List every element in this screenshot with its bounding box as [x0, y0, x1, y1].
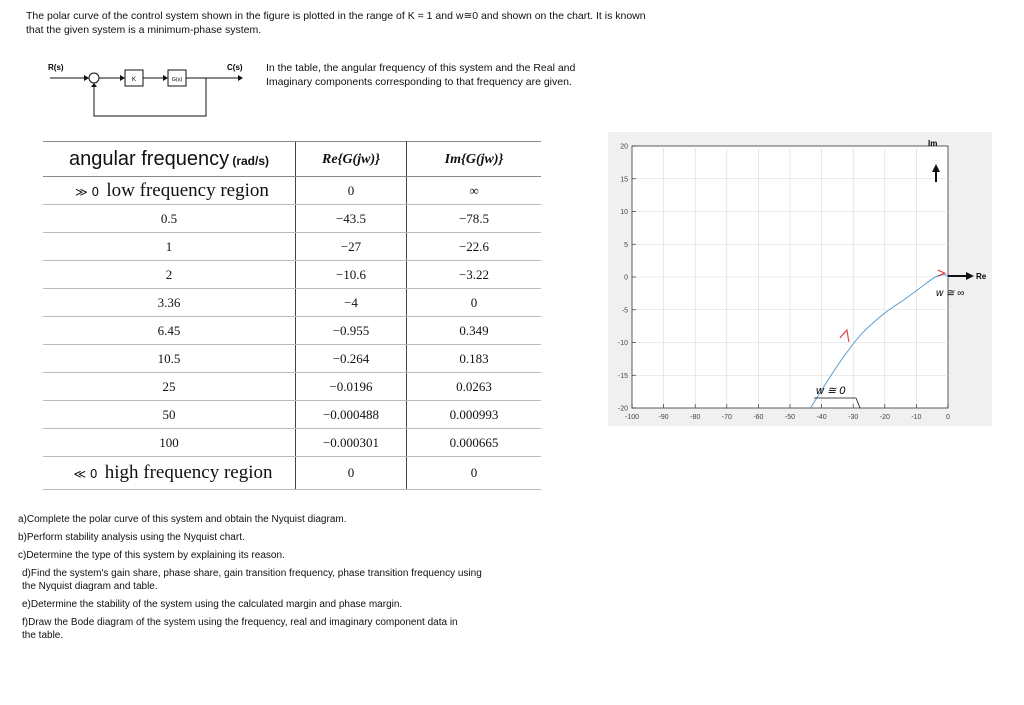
- row-imag: 0.0263: [407, 373, 542, 401]
- header-frequency-unit: (rad/s): [232, 153, 270, 168]
- summing-junction: [89, 73, 99, 83]
- y-tick-label: 15: [620, 176, 628, 184]
- row-real: −0.264: [296, 345, 407, 373]
- header-frequency-text: angular frequency: [68, 147, 230, 170]
- header-real-text: Re{G(jw)}: [322, 151, 380, 167]
- row-imag: 0.183: [407, 345, 542, 373]
- low-frequency-annotation: w ≅ 0: [816, 385, 846, 397]
- x-tick-label: -80: [690, 414, 701, 421]
- table-row: [43, 373, 541, 401]
- row-frequency: 0.5: [43, 205, 296, 233]
- table-row-low-frequency: [43, 177, 541, 205]
- block-diagram: [40, 58, 260, 130]
- y-tick-label: -10: [617, 340, 628, 347]
- row-real: −0.000488: [296, 401, 407, 429]
- row-imag: −22.6: [407, 233, 542, 261]
- table-header-row: [43, 142, 541, 177]
- table-desc-line-1: In the table, the angular frequency of this system and the Real and: [266, 62, 576, 74]
- question-f-continued: the table.: [22, 630, 64, 641]
- high-frequency-label: high frequency region: [104, 462, 273, 483]
- row-imag: 0: [407, 289, 542, 317]
- high-frequency-imag: 0: [407, 457, 542, 490]
- high-frequency-annotation: w ≅ ∞: [936, 288, 965, 299]
- question-b: b)Perform stability analysis using the Nyquist chart.: [18, 532, 245, 543]
- output-label: C(s): [227, 63, 243, 72]
- question-d: d)Find the system's gain share, phase share, gain transition frequency, phase transition frequency using: [22, 568, 482, 579]
- row-real: −4: [296, 289, 407, 317]
- high-frequency-symbol: ≪ 0: [73, 467, 98, 481]
- table-row: [43, 429, 541, 457]
- high-frequency-cell: [43, 457, 296, 490]
- high-frequency-real: 0: [296, 457, 407, 490]
- frequency-response-table: [43, 141, 541, 490]
- gain-label: K: [131, 77, 137, 83]
- x-tick-label: 0: [946, 414, 950, 421]
- table-row: [43, 345, 541, 373]
- feedback-path: [94, 78, 206, 116]
- table-row: [43, 261, 541, 289]
- low-frequency-real: 0: [296, 177, 407, 205]
- question-e: e)Determine the stability of the system using the calculated margin and phase margin.: [22, 599, 403, 610]
- row-real: −0.955: [296, 317, 407, 345]
- table-row: [43, 317, 541, 345]
- row-frequency: 100: [43, 429, 296, 457]
- header-frequency: [43, 142, 296, 177]
- x-tick-label: -90: [658, 414, 669, 421]
- row-frequency: 10.5: [43, 345, 296, 373]
- low-frequency-label: low frequency region: [106, 179, 269, 201]
- table-row: [43, 289, 541, 317]
- table-row-high-frequency: [43, 457, 541, 490]
- row-imag: 0.000665: [407, 429, 542, 457]
- im-axis-label: Im: [928, 139, 938, 148]
- y-tick-label: 20: [620, 143, 628, 151]
- y-tick-label: -5: [621, 307, 628, 315]
- row-imag: 0.000993: [407, 401, 542, 429]
- x-tick-label: -70: [721, 414, 732, 421]
- intro-line-1: The polar curve of the control system shown in the figure is plotted in the range of K = 1 and w≅0 and shown on the chart. It is known: [26, 10, 646, 22]
- x-tick-label: -60: [753, 414, 764, 421]
- table-row: [43, 205, 541, 233]
- intro-line-2: that the given system is a minimum-phase system.: [26, 24, 262, 36]
- question-c: c)Determine the type of this system by explaining its reason.: [18, 550, 285, 561]
- row-real: −27: [296, 233, 407, 261]
- y-tick-label: -20: [617, 405, 628, 413]
- low-frequency-cell: [43, 177, 296, 205]
- y-tick-label: -15: [617, 372, 628, 380]
- table-row: [43, 401, 541, 429]
- row-real: −43.5: [296, 205, 407, 233]
- header-imag: [407, 142, 542, 177]
- row-imag: 0.349: [407, 317, 542, 345]
- re-axis-label: Re: [976, 272, 987, 281]
- input-label: R(s): [48, 63, 64, 72]
- row-frequency: 50: [43, 401, 296, 429]
- row-imag: −3.22: [407, 261, 542, 289]
- x-tick-label: -40: [816, 414, 827, 421]
- problem-intro: [26, 9, 726, 37]
- low-frequency-imag: ∞: [407, 177, 542, 205]
- question-list: [18, 513, 538, 647]
- header-real: [296, 142, 407, 177]
- y-tick-label: 10: [620, 209, 628, 216]
- plant-label: G(s): [171, 77, 183, 83]
- x-tick-label: -30: [848, 414, 859, 421]
- row-frequency: 2: [43, 261, 296, 289]
- table-desc-line-2: Imaginary components corresponding to that frequency are given.: [266, 76, 572, 88]
- row-frequency: 1: [43, 233, 296, 261]
- table-row: [43, 233, 541, 261]
- row-frequency: 6.45: [43, 317, 296, 345]
- y-tick-label: 5: [624, 241, 628, 249]
- row-real: −10.6: [296, 261, 407, 289]
- row-frequency: 25: [43, 373, 296, 401]
- row-imag: −78.5: [407, 205, 542, 233]
- y-tick-label: 0: [624, 274, 628, 282]
- x-tick-label: -100: [624, 414, 640, 421]
- question-d-continued: the Nyquist diagram and table.: [22, 581, 158, 592]
- nyquist-chart: [608, 132, 992, 426]
- low-frequency-symbol: ≫ 0: [75, 184, 100, 199]
- table-description: [266, 61, 626, 89]
- row-real: −0.0196: [296, 373, 407, 401]
- row-frequency: 3.36: [43, 289, 296, 317]
- x-tick-label: -20: [879, 414, 890, 421]
- x-tick-label: -50: [784, 414, 796, 421]
- row-real: −0.000301: [296, 429, 407, 457]
- question-f: f)Draw the Bode diagram of the system using the frequency, real and imaginary component data in: [22, 617, 458, 628]
- header-imag-text: Im{G(jw)}: [444, 151, 504, 167]
- x-tick-label: -10: [911, 414, 922, 421]
- question-a: a)Complete the polar curve of this system and obtain the Nyquist diagram.: [18, 514, 347, 525]
